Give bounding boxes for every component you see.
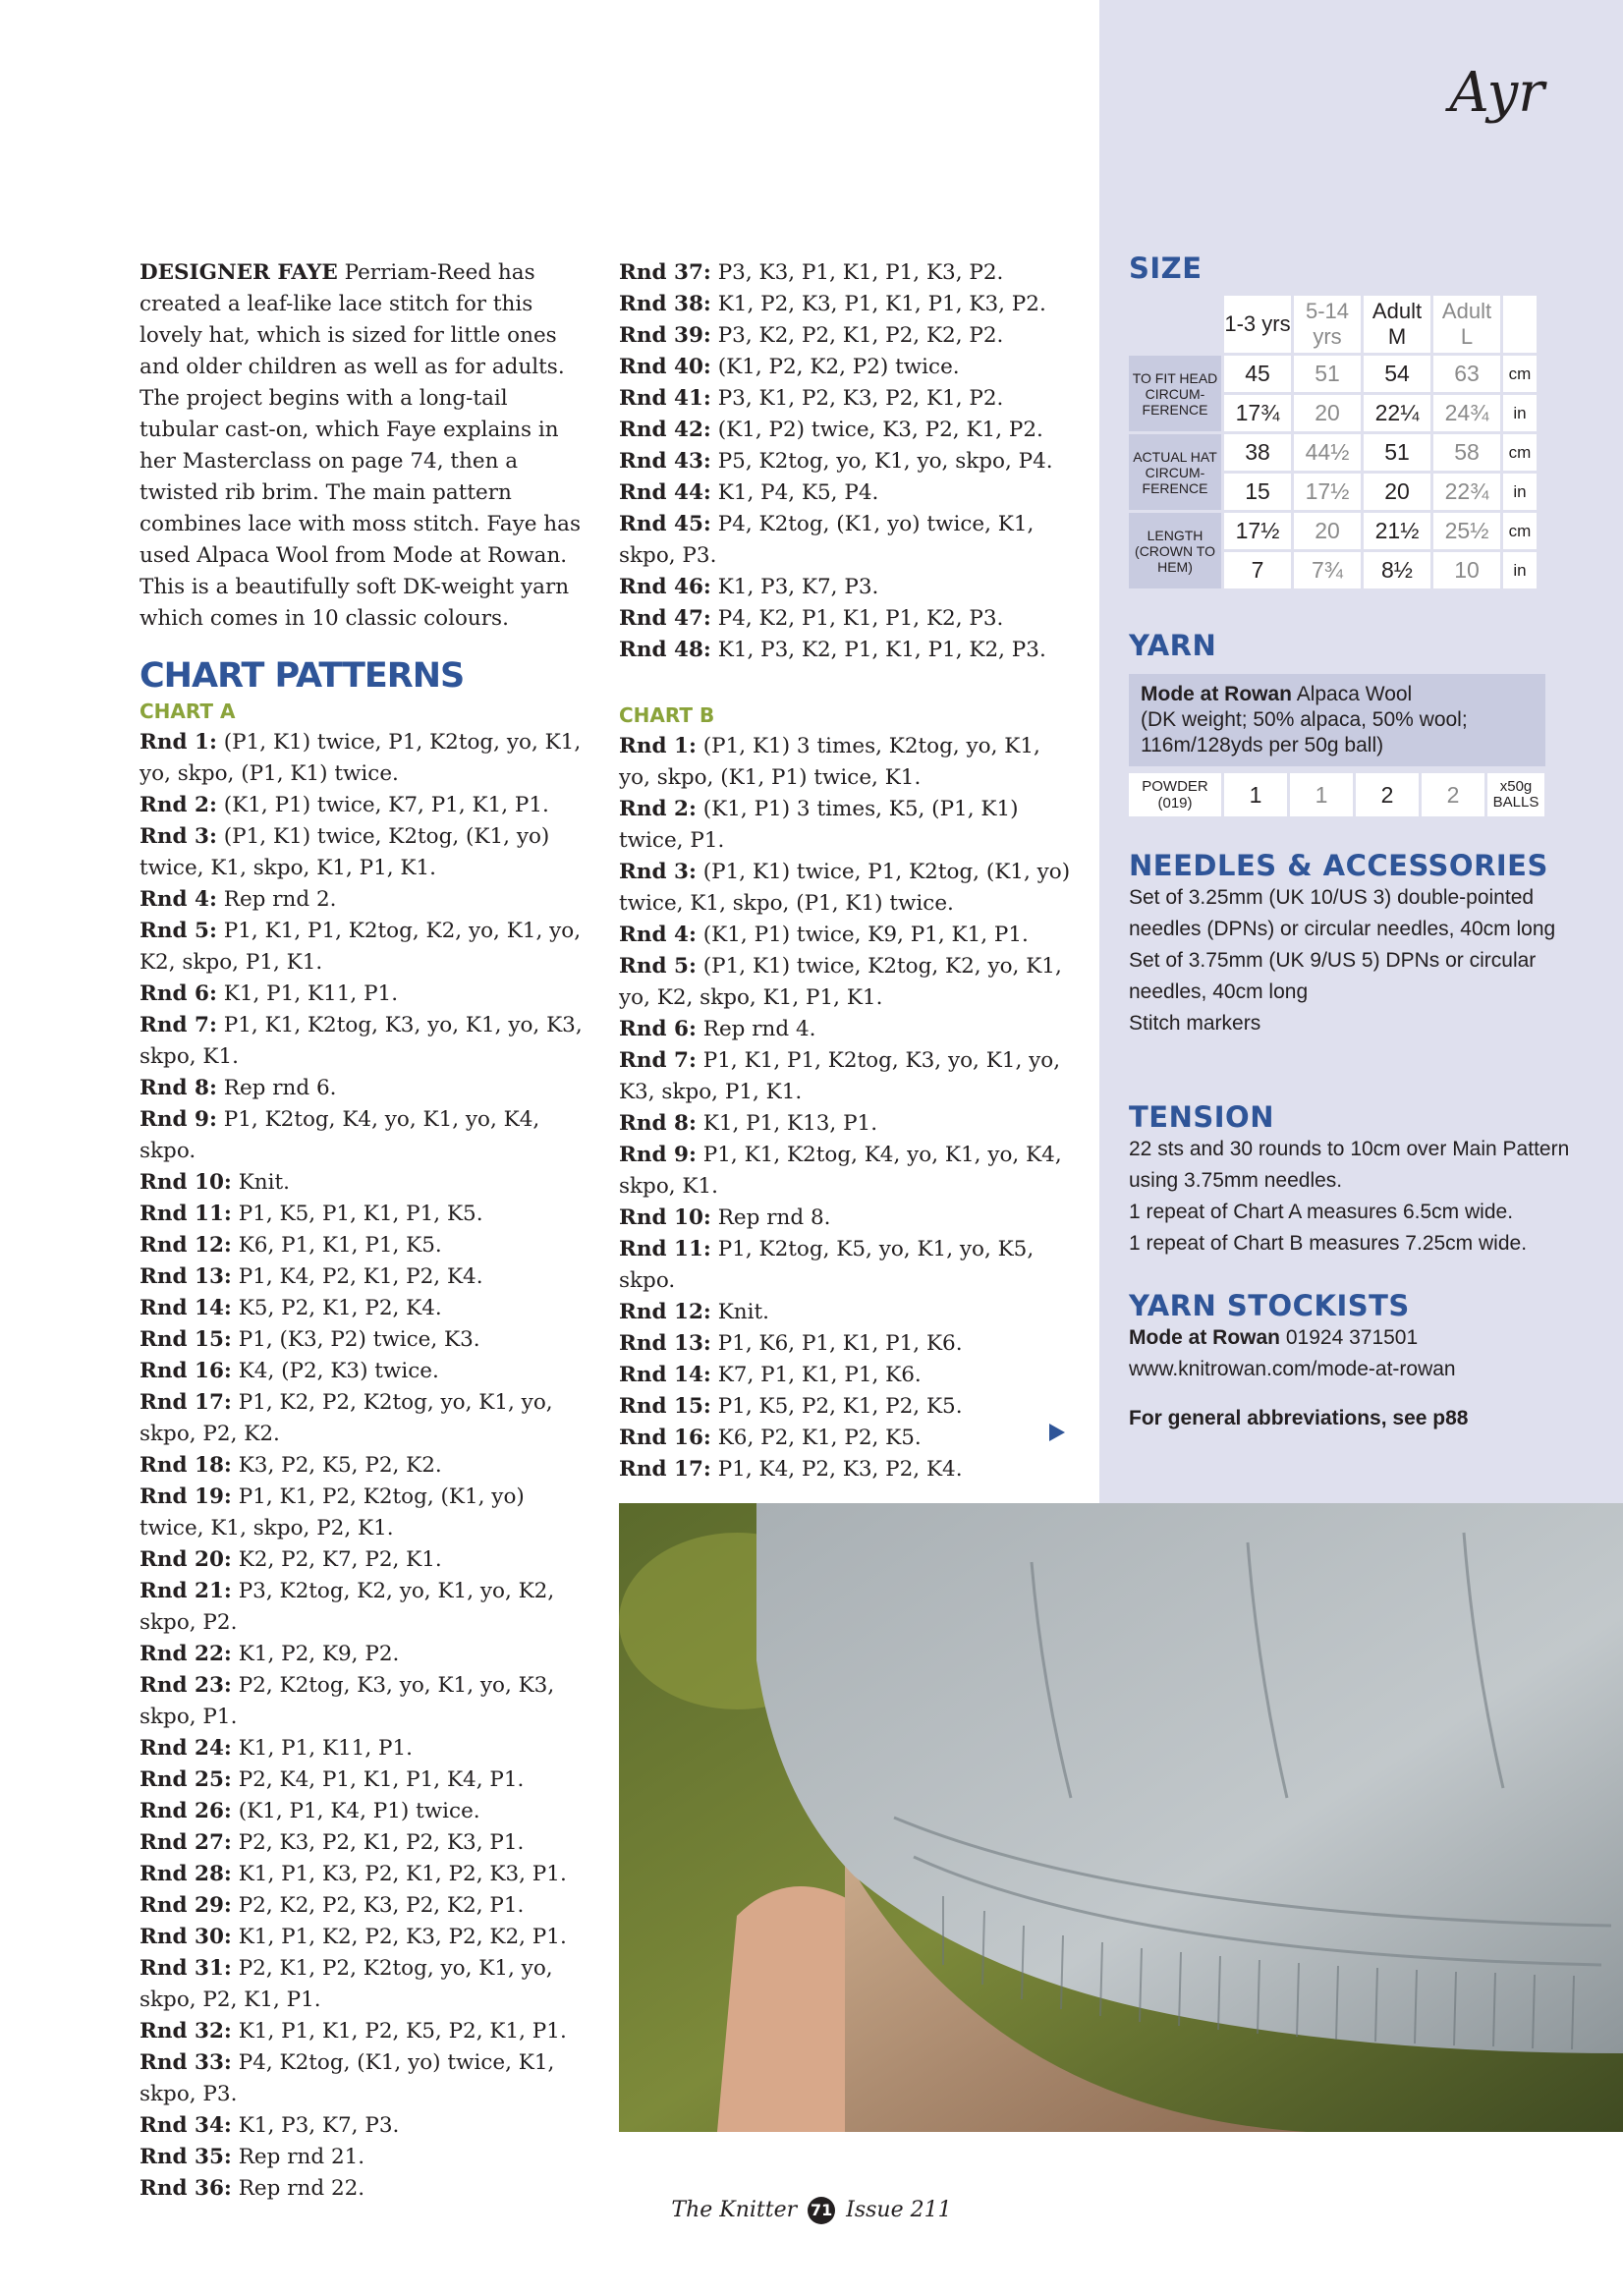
unit-label: cm	[1503, 356, 1537, 392]
row-instruction: K7, P1, K1, P1, K6.	[717, 1363, 922, 1387]
row-instruction: K1, P3, K7, P3.	[717, 575, 879, 599]
issue-number: Issue 211	[846, 2198, 952, 2222]
row-instruction: (K1, P1) twice, K9, P1, K1, P1.	[702, 923, 1029, 947]
size-header: 5-14 yrs	[1294, 296, 1361, 353]
pattern-row	[140, 1827, 591, 1859]
size-cell: 51	[1364, 434, 1430, 471]
row-instruction: P2, K4, P1, K1, P1, K4, P1.	[238, 1767, 525, 1792]
pattern-row	[619, 603, 1071, 635]
pattern-row	[140, 979, 591, 1010]
pattern-row	[619, 1423, 1071, 1454]
pattern-row	[619, 1108, 1071, 1140]
pattern-row	[619, 1045, 1071, 1108]
row-label: Rnd 16:	[619, 1426, 711, 1450]
row-label: Rnd 47:	[619, 606, 711, 631]
pattern-row	[619, 731, 1071, 794]
magazine-name: The Knitter	[671, 2198, 798, 2222]
row-label: Rnd 17:	[140, 1390, 232, 1415]
row-instruction: Rep rnd 8.	[717, 1205, 831, 1230]
yarn-section	[1129, 629, 1581, 819]
length-label: LENGTH (CROWN TO HEM)	[1129, 513, 1221, 588]
row-label: Rnd 30:	[140, 1925, 232, 1949]
size-cell: 17½	[1294, 474, 1361, 510]
row-instruction: P1, K2tog, K4, yo, K1, yo, K4, skpo.	[140, 1107, 540, 1163]
pattern-row	[619, 1454, 1071, 1485]
size-cell: 22¼	[1364, 395, 1430, 431]
pattern-row	[140, 1324, 591, 1356]
pattern-row	[619, 635, 1071, 666]
pattern-row	[140, 916, 591, 979]
pattern-row	[619, 1360, 1071, 1391]
head-circumference-label: TO FIT HEAD CIRCUM-FERENCE	[1129, 356, 1221, 431]
pattern-row	[140, 1450, 591, 1482]
row-instruction: K3, P2, K5, P2, K2.	[238, 1453, 442, 1478]
yarn-colour: POWDER (019)	[1129, 773, 1221, 816]
size-cell: 17½	[1224, 513, 1291, 549]
row-instruction: K6, P2, K1, P2, K5.	[717, 1426, 922, 1450]
row-instruction: P1, K1, P2, K2tog, (K1, yo) twice, K1, skpo, P2, K1.	[140, 1484, 525, 1540]
row-instruction: K1, P2, K9, P2.	[238, 1642, 400, 1666]
row-instruction: Knit.	[238, 1170, 290, 1195]
row-label: Rnd 14:	[140, 1296, 232, 1320]
row-label: Rnd 28:	[140, 1862, 232, 1886]
chart-a-rows-continued	[619, 257, 1071, 666]
pattern-row	[140, 1859, 591, 1890]
row-instruction: P2, K3, P2, K1, P2, K3, P1.	[238, 1830, 525, 1855]
row-instruction: K6, P1, K1, P1, K5.	[238, 1233, 442, 1258]
pattern-row	[140, 1199, 591, 1230]
pattern-row	[140, 1230, 591, 1261]
column-left	[140, 257, 591, 2205]
size-cell: 22¾	[1433, 474, 1500, 510]
row-label: Rnd 1:	[619, 734, 697, 758]
row-label: Rnd 9:	[140, 1107, 217, 1132]
row-instruction: (P1, K1) twice, P1, K2tog, yo, K1, yo, skpo, (P1, K1) twice.	[140, 730, 582, 786]
row-instruction: (K1, P1) twice, K7, P1, K1, P1.	[223, 793, 549, 817]
needles-heading: NEEDLES & ACCESSORIES	[1129, 849, 1548, 882]
pattern-row	[140, 727, 591, 790]
row-label: Rnd 19:	[140, 1484, 232, 1509]
tension-item: 22 sts and 30 rounds to 10cm over Main Pattern using 3.75mm needles.	[1129, 1138, 1570, 1192]
pattern-row	[140, 1544, 591, 1576]
size-cell: 7¾	[1294, 552, 1361, 588]
continue-arrow-icon	[1049, 1424, 1065, 1441]
row-label: Rnd 24:	[140, 1736, 232, 1761]
row-instruction: Rep rnd 4.	[702, 1017, 816, 1041]
row-label: Rnd 37:	[619, 260, 711, 285]
row-instruction: K1, P1, K11, P1.	[238, 1736, 414, 1761]
row-instruction: P4, K2tog, (K1, yo) twice, K1, skpo, P3.	[619, 512, 1035, 568]
pattern-row	[140, 1104, 591, 1167]
size-cell: 38	[1224, 434, 1291, 471]
pattern-row	[619, 1234, 1071, 1297]
row-instruction: Rep rnd 2.	[223, 887, 337, 912]
chart-a-rows	[140, 727, 591, 2205]
pattern-row	[140, 1733, 591, 1764]
row-label: Rnd 12:	[140, 1233, 232, 1258]
row-label: Rnd 7:	[140, 1013, 217, 1037]
intro-paragraph	[140, 257, 591, 635]
size-cell: 20	[1364, 474, 1430, 510]
yarn-description	[1129, 674, 1545, 766]
yarn-quantity-table	[1126, 770, 1547, 819]
row-instruction: K1, P3, K2, P1, K1, P1, K2, P3.	[717, 638, 1046, 662]
row-label: Rnd 10:	[619, 1205, 711, 1230]
row-instruction: P1, K4, P2, K1, P2, K4.	[238, 1264, 483, 1289]
stockist-line	[1129, 1322, 1581, 1354]
row-label: Rnd 6:	[140, 981, 217, 1006]
pattern-row	[140, 1764, 591, 1796]
row-label: Rnd 46:	[619, 575, 711, 599]
row-label: Rnd 26:	[140, 1799, 232, 1823]
row-instruction: K1, P3, K7, P3.	[238, 2113, 400, 2138]
row-instruction: P1, K5, P2, K1, P2, K5.	[717, 1394, 963, 1419]
row-label: Rnd 7:	[619, 1048, 697, 1073]
designer-label: DESIGNER FAYE	[140, 260, 338, 285]
size-cell: 51	[1294, 356, 1361, 392]
row-instruction: P1, K1, P1, K2tog, K3, yo, K1, yo, K3, skpo, P1, K1.	[619, 1048, 1061, 1104]
chart-b-rows	[619, 731, 1071, 1485]
pattern-row	[140, 884, 591, 916]
row-label: Rnd 48:	[619, 638, 711, 662]
row-label: Rnd 9:	[619, 1143, 697, 1167]
tension-section	[1129, 1100, 1581, 1260]
abbreviations-note: For general abbreviations, see p88	[1129, 1407, 1469, 1429]
pattern-row	[619, 509, 1071, 572]
row-instruction: P3, K2, P2, K1, P2, K2, P2.	[717, 323, 1004, 348]
row-instruction: P3, K2tog, K2, yo, K1, yo, K2, skpo, P2.	[140, 1579, 555, 1635]
row-instruction: P3, K3, P1, K1, P1, K3, P2.	[717, 260, 1004, 285]
row-instruction: K4, (P2, K3) twice.	[238, 1359, 439, 1383]
row-instruction: Rep rnd 21.	[238, 2145, 365, 2169]
row-label: Rnd 14:	[619, 1363, 711, 1387]
size-cell: 63	[1433, 356, 1500, 392]
row-instruction: (K1, P1) 3 times, K5, (P1, K1) twice, P1.	[619, 797, 1019, 853]
row-instruction: P1, K5, P1, K1, P1, K5.	[238, 1202, 483, 1226]
row-label: Rnd 34:	[140, 2113, 232, 2138]
row-instruction: P3, K1, P2, K3, P2, K1, P2.	[717, 386, 1004, 411]
row-instruction: P2, K2, P2, K3, P2, K2, P1.	[238, 1893, 525, 1918]
row-instruction: K2, P2, K7, P2, K1.	[238, 1547, 442, 1572]
unit-label: cm	[1503, 513, 1537, 549]
size-cell: 54	[1364, 356, 1430, 392]
pattern-row	[140, 1890, 591, 1922]
size-cell: 10	[1433, 552, 1500, 588]
needles-item: Set of 3.75mm (UK 9/US 5) DPNs or circular needles, 40cm long	[1129, 949, 1537, 1003]
row-label: Rnd 39:	[619, 323, 711, 348]
row-instruction: P2, K1, P2, K2tog, yo, K1, yo, skpo, P2, K1, P1.	[140, 1956, 553, 2012]
tension-item: 1 repeat of Chart B measures 7.25cm wide.	[1129, 1232, 1528, 1255]
chart-b-heading: CHART B	[619, 703, 715, 727]
row-instruction: (P1, K1) twice, P1, K2tog, (K1, yo) twice, K1, skpo, (P1, K1) twice.	[619, 860, 1071, 916]
pattern-row	[619, 1297, 1071, 1328]
row-instruction: P1, K1, P1, K2tog, K2, yo, K1, yo, K2, skpo, P1, K1.	[140, 919, 582, 975]
needles-item: Stitch markers	[1129, 1012, 1261, 1035]
row-label: Rnd 33:	[140, 2050, 232, 2075]
pattern-row	[140, 1670, 591, 1733]
row-label: Rnd 8:	[140, 1076, 217, 1100]
row-instruction: P1, K4, P2, K3, P2, K4.	[717, 1457, 963, 1482]
row-label: Rnd 20:	[140, 1547, 232, 1572]
yarn-quantity: 2	[1422, 773, 1484, 816]
row-label: Rnd 6:	[619, 1017, 697, 1041]
row-instruction: K1, P4, K5, P4.	[717, 480, 879, 505]
pattern-row	[140, 1796, 591, 1827]
stockists-section	[1129, 1289, 1581, 1434]
row-label: Rnd 2:	[140, 793, 217, 817]
pattern-row	[140, 2142, 591, 2173]
row-label: Rnd 1:	[140, 730, 217, 755]
stockist-name: Mode at Rowan	[1129, 1326, 1281, 1349]
pattern-row	[619, 572, 1071, 603]
row-instruction: K5, P2, K1, P2, K4.	[238, 1296, 442, 1320]
yarn-name: Alpaca Wool	[1296, 683, 1413, 705]
stockist-url[interactable]: www.knitrowan.com/mode-at-rowan	[1129, 1358, 1456, 1380]
row-label: Rnd 27:	[140, 1830, 232, 1855]
unit-label: in	[1503, 474, 1537, 510]
row-instruction: P5, K2tog, yo, K1, yo, skpo, P4.	[717, 449, 1053, 474]
row-label: Rnd 15:	[619, 1394, 711, 1419]
size-cell: 21½	[1364, 513, 1430, 549]
pattern-row	[140, 2110, 591, 2142]
unit-label: cm	[1503, 434, 1537, 471]
row-label: Rnd 4:	[140, 887, 217, 912]
pattern-row	[619, 415, 1071, 446]
pattern-row	[619, 857, 1071, 920]
row-label: Rnd 2:	[619, 797, 697, 821]
size-cell: 58	[1433, 434, 1500, 471]
yarn-quantity: 2	[1356, 773, 1419, 816]
pattern-row	[140, 1953, 591, 2016]
row-instruction: (K1, P2) twice, K3, P2, K1, P2.	[717, 418, 1043, 442]
size-cell: 17¾	[1224, 395, 1291, 431]
tension-heading: TENSION	[1129, 1100, 1274, 1134]
row-instruction: P1, K1, K2tog, K3, yo, K1, yo, K3, skpo, K1.	[140, 1013, 583, 1069]
row-instruction: K1, P1, K3, P2, K1, P2, K3, P1.	[238, 1862, 567, 1886]
size-cell: 15	[1224, 474, 1291, 510]
pattern-row	[140, 1293, 591, 1324]
row-instruction: Rep rnd 22.	[238, 2176, 365, 2201]
intro-text: Perriam-Reed has created a leaf-like lace stitch for this lovely hat, which is sized for little ones and older children as well as for adults. The project begins with a long-tail tubular cast-on, which Faye explains in her Masterclass on page 74, then a twisted rib brim. The main pattern combines lace with moss stitch. Faye has used Alpaca Wool from Mode at Rowan. This is a beautifully soft DK-weight yarn which comes in 10 classic colours.	[140, 260, 582, 631]
row-label: Rnd 21:	[140, 1579, 232, 1603]
pattern-row	[619, 1140, 1071, 1203]
pattern-row	[619, 446, 1071, 477]
unit-label: in	[1503, 395, 1537, 431]
size-cell: 7	[1224, 552, 1291, 588]
row-instruction: P1, K1, K2tog, K4, yo, K1, yo, K4, skpo, K1.	[619, 1143, 1062, 1199]
row-label: Rnd 4:	[619, 923, 697, 947]
pattern-row	[619, 320, 1071, 352]
row-instruction: P2, K2tog, K3, yo, K1, yo, K3, skpo, P1.	[140, 1673, 555, 1729]
pattern-row	[140, 2047, 591, 2110]
pattern-row	[619, 289, 1071, 320]
row-instruction: K1, P1, K13, P1.	[702, 1111, 878, 1136]
row-label: Rnd 3:	[619, 860, 697, 884]
row-instruction: K1, P1, K11, P1.	[223, 981, 399, 1006]
row-instruction: K1, P1, K2, P2, K3, P2, K2, P1.	[238, 1925, 567, 1949]
row-label: Rnd 8:	[619, 1111, 697, 1136]
size-section	[1129, 252, 1581, 591]
pattern-row	[619, 1328, 1071, 1360]
pattern-row	[140, 790, 591, 821]
yarn-unit: x50g BALLS	[1487, 773, 1544, 816]
yarn-brand: Mode at Rowan	[1141, 683, 1293, 705]
unit-label: in	[1503, 552, 1537, 588]
yarn-heading: YARN	[1129, 629, 1217, 662]
row-label: Rnd 11:	[619, 1237, 711, 1261]
row-label: Rnd 42:	[619, 418, 711, 442]
size-cell: 24¾	[1433, 395, 1500, 431]
row-label: Rnd 45:	[619, 512, 711, 536]
row-label: Rnd 16:	[140, 1359, 232, 1383]
row-instruction: Rep rnd 6.	[223, 1076, 337, 1100]
size-header: 1-3 yrs	[1224, 296, 1291, 353]
pattern-row	[140, 1922, 591, 1953]
row-instruction: (P1, K1) twice, K2tog, (K1, yo) twice, K1, skpo, K1, P1, K1.	[140, 824, 550, 880]
pattern-row	[140, 1010, 591, 1073]
row-label: Rnd 15:	[140, 1327, 232, 1352]
row-instruction: P4, K2tog, (K1, yo) twice, K1, skpo, P3.	[140, 2050, 555, 2106]
page-number: 71	[808, 2197, 835, 2224]
yarn-quantity: 1	[1290, 773, 1353, 816]
size-cell: 45	[1224, 356, 1291, 392]
row-instruction: (P1, K1) twice, K2tog, K2, yo, K1, yo, K2, skpo, K1, P1, K1.	[619, 954, 1062, 1010]
row-label: Rnd 36:	[140, 2176, 232, 2201]
stockist-phone: 01924 371501	[1285, 1326, 1419, 1349]
row-label: Rnd 5:	[140, 919, 217, 943]
row-instruction: P4, K2, P1, K1, P1, K2, P3.	[717, 606, 1004, 631]
chart-patterns-heading: CHART PATTERNS	[140, 656, 465, 696]
column-middle	[619, 257, 1071, 1485]
stockists-heading: YARN STOCKISTS	[1129, 1289, 1410, 1322]
pattern-row	[140, 1167, 591, 1199]
size-cell: 44½	[1294, 434, 1361, 471]
pattern-row	[140, 1261, 591, 1293]
page-footer	[0, 2197, 1623, 2224]
size-table	[1126, 293, 1539, 591]
pattern-row	[619, 352, 1071, 383]
row-label: Rnd 3:	[140, 824, 217, 849]
row-instruction: (K1, P2, K2, P2) twice.	[717, 355, 960, 379]
row-label: Rnd 22:	[140, 1642, 232, 1666]
row-label: Rnd 11:	[140, 1202, 232, 1226]
pattern-row	[140, 2016, 591, 2047]
yarn-quantity: 1	[1224, 773, 1287, 816]
pattern-row	[619, 951, 1071, 1014]
hat-circumference-label: ACTUAL HAT CIRCUM-FERENCE	[1129, 434, 1221, 510]
pattern-row	[619, 1203, 1071, 1234]
row-label: Rnd 13:	[619, 1331, 711, 1356]
needles-section	[1129, 849, 1581, 1039]
pattern-row	[619, 383, 1071, 415]
row-label: Rnd 32:	[140, 2019, 232, 2044]
size-heading: SIZE	[1129, 252, 1203, 285]
pattern-row	[619, 920, 1071, 951]
row-instruction: K1, P1, K1, P2, K5, P2, K1, P1.	[238, 2019, 567, 2044]
row-instruction: K1, P2, K3, P1, K1, P1, K3, P2.	[717, 292, 1046, 316]
pattern-row	[140, 1482, 591, 1544]
pattern-row	[619, 1391, 1071, 1423]
row-instruction: Knit.	[717, 1300, 769, 1324]
hat-photo	[619, 1503, 1623, 2132]
row-label: Rnd 18:	[140, 1453, 232, 1478]
pattern-row	[140, 1356, 591, 1387]
row-label: Rnd 5:	[619, 954, 697, 979]
size-cell: 20	[1294, 513, 1361, 549]
needles-item: Set of 3.25mm (UK 10/US 3) double-pointed needles (DPNs) or circular needles, 40cm long	[1129, 886, 1556, 940]
size-cell: 8½	[1364, 552, 1430, 588]
pattern-row	[140, 1639, 591, 1670]
row-label: Rnd 23:	[140, 1673, 232, 1698]
row-label: Rnd 12:	[619, 1300, 711, 1324]
row-label: Rnd 43:	[619, 449, 711, 474]
row-label: Rnd 10:	[140, 1170, 232, 1195]
row-label: Rnd 38:	[619, 292, 711, 316]
row-label: Rnd 41:	[619, 386, 711, 411]
yarn-details: (DK weight; 50% alpaca, 50% wool; 116m/128yds per 50g ball)	[1141, 708, 1468, 756]
chart-a-heading: CHART A	[140, 700, 236, 723]
pattern-row	[140, 1576, 591, 1639]
row-label: Rnd 40:	[619, 355, 711, 379]
pattern-row	[619, 477, 1071, 509]
row-label: Rnd 29:	[140, 1893, 232, 1918]
row-label: Rnd 25:	[140, 1767, 232, 1792]
pattern-row	[140, 1387, 591, 1450]
tension-item: 1 repeat of Chart A measures 6.5cm wide.	[1129, 1201, 1514, 1223]
size-header: Adult L	[1433, 296, 1500, 353]
row-instruction: P1, K6, P1, K1, P1, K6.	[717, 1331, 963, 1356]
row-instruction: (P1, K1) 3 times, K2tog, yo, K1, yo, skpo, (K1, P1) twice, K1.	[619, 734, 1040, 790]
pattern-row	[140, 821, 591, 884]
row-instruction: P1, K2tog, K5, yo, K1, yo, K5, skpo.	[619, 1237, 1035, 1293]
row-label: Rnd 31:	[140, 1956, 232, 1981]
pattern-row	[140, 1073, 591, 1104]
row-instruction: (K1, P1, K4, P1) twice.	[238, 1799, 480, 1823]
pattern-row	[619, 794, 1071, 857]
row-label: Rnd 44:	[619, 480, 711, 505]
size-cell: 25½	[1433, 513, 1500, 549]
size-header: Adult M	[1364, 296, 1430, 353]
page-title: Ayr	[1449, 61, 1544, 125]
pattern-row	[619, 257, 1071, 289]
row-label: Rnd 17:	[619, 1457, 711, 1482]
row-instruction: P1, (K3, P2) twice, K3.	[238, 1327, 480, 1352]
row-label: Rnd 35:	[140, 2145, 232, 2169]
pattern-row	[619, 1014, 1071, 1045]
row-label: Rnd 13:	[140, 1264, 232, 1289]
row-instruction: P1, K2, P2, K2tog, yo, K1, yo, skpo, P2, K2.	[140, 1390, 553, 1446]
size-cell: 20	[1294, 395, 1361, 431]
